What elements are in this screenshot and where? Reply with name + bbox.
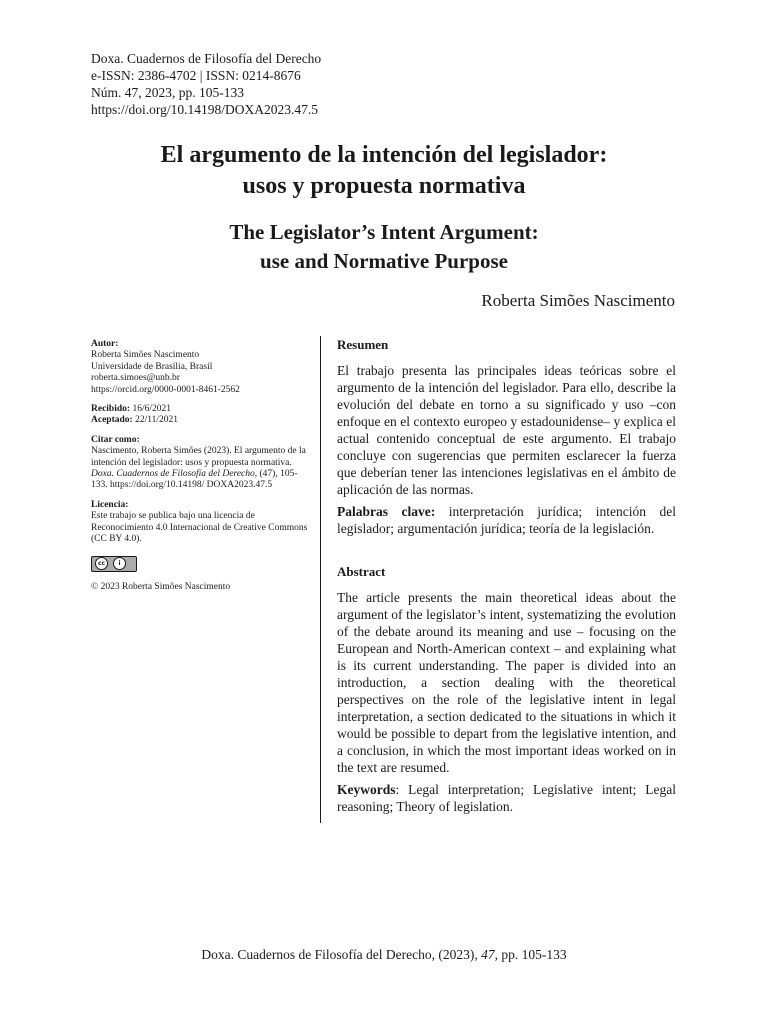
citation-prefix: Nascimento, Roberta Simões (2023). El argumento de la intención del legislador: usos y propuesta normativa. (91, 446, 306, 468)
title-spanish-line-1: El argumento de la intención del legislador: (160, 142, 608, 168)
orcid-link[interactable]: https://orcid.org/0000-0001-8461-2562 (91, 384, 240, 395)
dates-info (91, 404, 313, 427)
received-label: Recibido: (91, 404, 131, 415)
journal-doi-link[interactable]: https://doi.org/10.14198/DOXA2023.47.5 (91, 102, 319, 117)
title-spanish-line-2: usos y propuesta normativa (242, 173, 526, 199)
title-spanish (0, 140, 768, 202)
footer-journal: Doxa. Cuadernos de Filosofía del Derecho, (2023), (201, 947, 482, 962)
citation-info (91, 435, 313, 492)
keywords (337, 781, 676, 815)
author-label: Autor: (91, 339, 119, 349)
page-footer (0, 947, 768, 963)
license-label: Licencia: (91, 499, 129, 510)
email-link[interactable]: roberta.simoes@unb.br (91, 373, 180, 384)
footer-pages: , pp. 105-133 (494, 947, 567, 962)
abstract-heading: Abstract (337, 564, 386, 579)
received-date: 16/6/2021 (130, 404, 171, 415)
license-text: Este trabajo se publica bajo una licencia de Reconocimiento 4.0 Internacional de Creative Commons (CC BY 4.0). (91, 511, 308, 545)
license-info (91, 500, 313, 546)
cite-label: Citar como: (91, 434, 140, 445)
palabras-clave-label: Palabras clave: (337, 504, 436, 519)
resumen-heading: Resumen (337, 337, 389, 352)
cc-by-license-badge[interactable] (91, 556, 137, 572)
affiliation: Universidade de Brasília, Brasil (91, 361, 213, 372)
palabras-clave-text: interpretación jurídica; intención del legislador; argumentación jurídica; teoría de la legislación. (337, 504, 676, 536)
column-divider (320, 336, 321, 823)
attribution-icon: i (113, 557, 126, 570)
main-column (337, 337, 676, 815)
article-metadata-sidebar (91, 339, 313, 593)
citation-text (91, 446, 313, 492)
copyright-notice: © 2023 Roberta Simões Nascimento (91, 581, 231, 592)
journal-header (91, 50, 321, 118)
cc-icon: cc (95, 557, 108, 570)
title-english (0, 218, 768, 276)
title-english-line-2: use and Normative Purpose (260, 249, 508, 273)
palabras-clave (337, 503, 676, 537)
author-name: Roberta Simões Nascimento (481, 291, 675, 310)
footer-volume: 47 (481, 947, 495, 962)
author-info (91, 339, 313, 396)
journal-name: Doxa. Cuadernos de Filosofía del Derecho (91, 51, 322, 66)
sidebar-author-name: Roberta Simões Nascimento (91, 350, 200, 361)
keywords-label: Keywords (337, 782, 396, 797)
keywords-text: : Legal interpretation; Legislative intent; Legal reasoning; Theory of legislation. (337, 782, 676, 814)
journal-issue: Núm. 47, 2023, pp. 105-133 (91, 85, 244, 100)
citation-journal: Doxa. Cuadernos de Filosofía del Derecho (91, 469, 255, 480)
accepted-date: 22/11/2021 (132, 415, 179, 426)
abstract-text: The article presents the main theoretical ideas about the argument of the legislator’s intent, systematizing the evolution of the debate around its meaning and use – focusing on the European and North-American context – and explaining what is its current understanding. The paper is divided into an introduction, a section dealing with the theoretical perspectives on the role of the legislative intent in legal interpretation, a section dedicated to the situations in which it would be possible to depart from the legislative intention, and a conclusion, in which the most important ideas worked on in the text are resumed. (337, 590, 676, 775)
resumen-text: El trabajo presenta las principales ideas teóricas sobre el argumento de la intención del legislador. Para ello, describe la evolución del debate en torno a su significado y uso –con enfoque en el contexto europeo y estadounidense– y explica el actual contenido conceptual de este argumento. El trabajo concluye con sugerencias que permiten esclarecer la fuerza que deberían tener las intenciones legislativas en el ámbito de aplicación de las normas. (337, 363, 676, 497)
journal-issn: e-ISSN: 2386-4702 | ISSN: 0214-8676 (91, 68, 301, 83)
citation-suffix: , (47), 105-133. https://doi.org/10.14198/ DOXA2023.47.5 (91, 469, 298, 491)
accepted-label: Aceptado: (91, 415, 133, 426)
title-english-line-1: The Legislator’s Intent Argument: (229, 220, 539, 244)
